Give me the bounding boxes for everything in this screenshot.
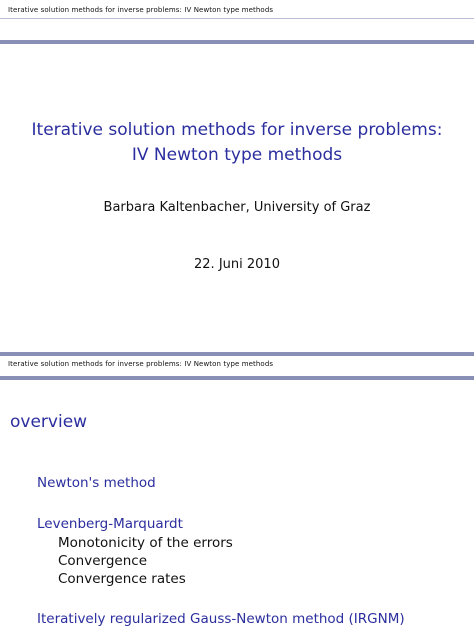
title-line-1: Iterative solution methods for inverse problems: (31, 120, 443, 140)
outline-subitem: Monotonicity of the errors (58, 535, 233, 551)
presentation-title (0, 118, 474, 168)
header-bar-bottom (0, 376, 474, 380)
presentation-date: 22. Juni 2010 (194, 257, 280, 272)
outline-item-newton: Newton's method (37, 475, 156, 491)
outline-subitem: Convergence (58, 553, 148, 569)
title-line-2: IV Newton type methods (131, 145, 343, 165)
author: Barbara Kaltenbacher, University of Graz (103, 200, 371, 215)
header-bar (0, 40, 474, 44)
header-bar (0, 352, 474, 356)
header-thin-rule (0, 18, 474, 19)
overview-slide (0, 316, 474, 632)
outline-item-levenberg-marquardt: Levenberg-Marquardt (37, 516, 183, 532)
outline-subitem: Convergence rates (58, 571, 186, 587)
slide-header-text: Iterative solution methods for inverse problems: IV Newton type methods (8, 360, 274, 368)
slide-header-text: Iterative solution methods for inverse problems: IV Newton type methods (8, 6, 274, 14)
frame-title: overview (10, 412, 88, 432)
outline-item-irgnm: Iteratively regularized Gauss-Newton method (IRGNM) (37, 611, 405, 627)
